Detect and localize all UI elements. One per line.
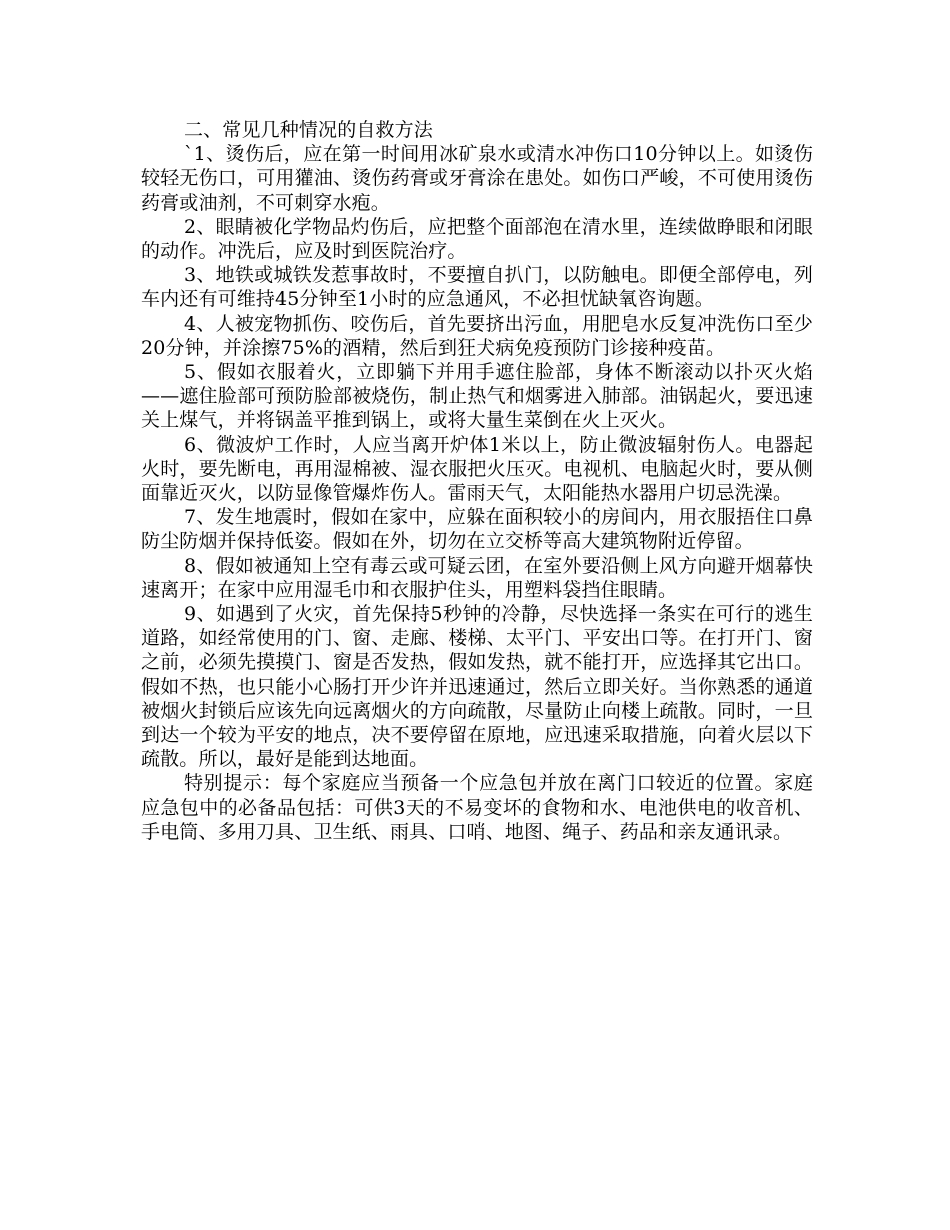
paragraph-toxic-cloud: 8、假如被通知上空有毒云或可疑云团，在室外要沿侧上风方向避开烟幕快速离开；在家中应用湿毛巾和衣服护住头，用塑料袋挡住眼睛。 <box>141 554 813 601</box>
section-heading: 二、常见几种情况的自救方法 <box>184 119 433 141</box>
paragraph-special-tip: 特别提示：每个家庭应当预备一个应急包并放在离门口较近的位置。家庭应急包中的必备品包括：可供3天的不易变坏的食物和水、电池供电的收音机、手电筒、多用刀具、卫生纸、雨具、口哨、地图、绳子、药品和亲友通讯录。 <box>141 772 813 843</box>
paragraph-earthquake: 7、发生地震时，假如在家中，应躲在面积较小的房间内，用衣服捂住口鼻防尘防烟并保持低姿。假如在外，切勿在立交桥等高大建筑物附近停留。 <box>141 506 813 553</box>
paragraph-subway-accident: 3、地铁或城铁发惹事故时，不要擅自扒门，以防触电。即便全部停电，列车内还有可维持45分钟至1小时的应急通风，不必担忧缺氧咨询题。 <box>141 264 813 311</box>
document-body <box>141 118 813 844</box>
paragraph-microwave-electrical: 6、微波炉工作时，人应当离开炉体1米以上，防止微波辐射伤人。电器起火时，要先断电，再用湿棉被、湿衣服把火压灭。电视机、电脑起火时，要从侧面靠近灭火，以防显像管爆炸伤人。雷雨天气，太阳能热水器用户切忌洗澡。 <box>141 433 813 505</box>
paragraph-eye-chemical: 2、眼睛被化学物品灼伤后，应把整个面部泡在清水里，连续做睁眼和闭眼的动作。冲洗后，应及时到医院治疗。 <box>141 215 813 263</box>
paragraph-fire-escape: 9、如遇到了火灾，首先保持5秒钟的冷静，尽快选择一条实在可行的逃生道路，如经常使用的门、窗、走廊、楼梯、太平门、平安出口等。在打开门、窗之前，必须先摸摸门、窗是否发热，假如发热，就不能打开，应选择其它出口。假如不热，也只能小心肠打开少许并迅速通过，然后立即关好。当你熟悉的通道被烟火封锁后应该先向远离烟火的方向疏散，尽量防止向楼上疏散。同时，一旦到达一个较为平安的地点，决不要停留在原地，应迅速采取措施，向着火层以下疏散。所以，最好是能到达地面。 <box>141 603 813 771</box>
paragraph-burns: `1、烫伤后，应在第一时间用冰矿泉水或清水冲伤口10分钟以上。如烫伤较轻无伤口，可用獾油、烫伤药膏或牙膏涂在患处。如伤口严峻，不可使用烫伤药膏或油剂，不可刺穿水疱。 <box>141 143 813 214</box>
paragraph-clothes-fire: 5、假如衣服着火，立即躺下并用手遮住脸部，身体不断滚动以扑灭火焰——遮住脸部可预防脸部被烧伤，制止热气和烟雾进入肺部。油锅起火，要迅速关上煤气，并将锅盖平推到锅上，或将大量生菜倒在火上灭火。 <box>141 361 813 432</box>
paragraph-pet-bite: 4、人被宠物抓伤、咬伤后，首先要挤出污血，用肥皂水反复冲洗伤口至少20分钟，并涂擦75%的酒精，然后到狂犬病免疫预防门诊接种疫苗。 <box>141 312 813 359</box>
